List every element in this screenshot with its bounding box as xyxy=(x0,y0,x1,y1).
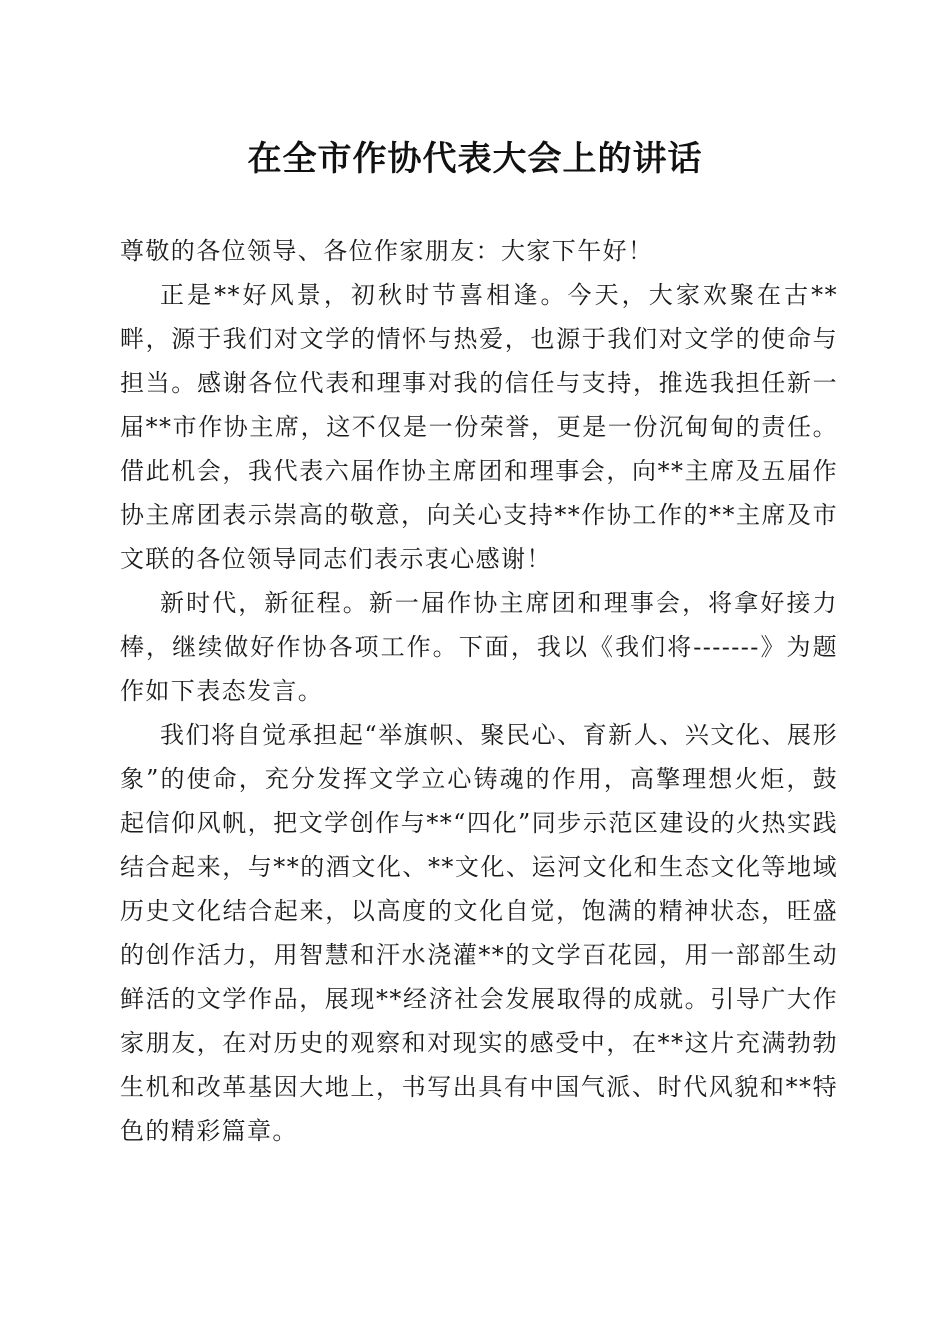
body-paragraph-3: 我们将自觉承担起“举旗帜、聚民心、育新人、兴文化、展形象”的使命，充分发挥文学立心铸魂的作用，高擎理想火炬，鼓起信仰风帆，把文学创作与**“四化”同步示范区建设的火热实践结合起来，与**的酒文化、**文化、运河文化和生态文化等地域历史文化结合起来，以高度的文化自觉，饱满的精神状态，旺盛的创作活力，用智慧和汗水浇灌**的文学百花园，用一部部生动鲜活的文学作品，展现**经济社会发展取得的成就。引导广大作家朋友，在对历史的观察和对现实的感受中，在**这片充满勃勃生机和改革基因大地上，书写出具有中国气派、时代风貌和**特色的精彩篇章。 xyxy=(120,721,838,1145)
body-paragraph-1: 正是**好风景，初秋时节喜相逢。今天，大家欢聚在古**畔，源于我们对文学的情怀与热爱，也源于我们对文学的使命与担当。感谢各位代表和理事对我的信任与支持，推选我担任新一届**市作协主席，这不仅是一份荣誉，更是一份沉甸甸的责任。借此机会，我代表六届作协主席团和理事会，向**主席及五届作协主席团表示崇高的敬意，向关心支持**作协工作的**主席及市文联的各位领导同志们表示衷心感谢！ xyxy=(120,281,838,573)
document-title: 在全市作协代表大会上的讲话 xyxy=(247,139,703,179)
document-body xyxy=(120,229,838,1153)
body-paragraph-2: 新时代，新征程。新一届作协主席团和理事会，将拿好接力棒，继续做好作协各项工作。下面，我以《我们将-------》为题作如下表态发言。 xyxy=(120,589,838,705)
greeting-paragraph: 尊敬的各位领导、各位作家朋友：大家下午好！ xyxy=(120,237,654,265)
